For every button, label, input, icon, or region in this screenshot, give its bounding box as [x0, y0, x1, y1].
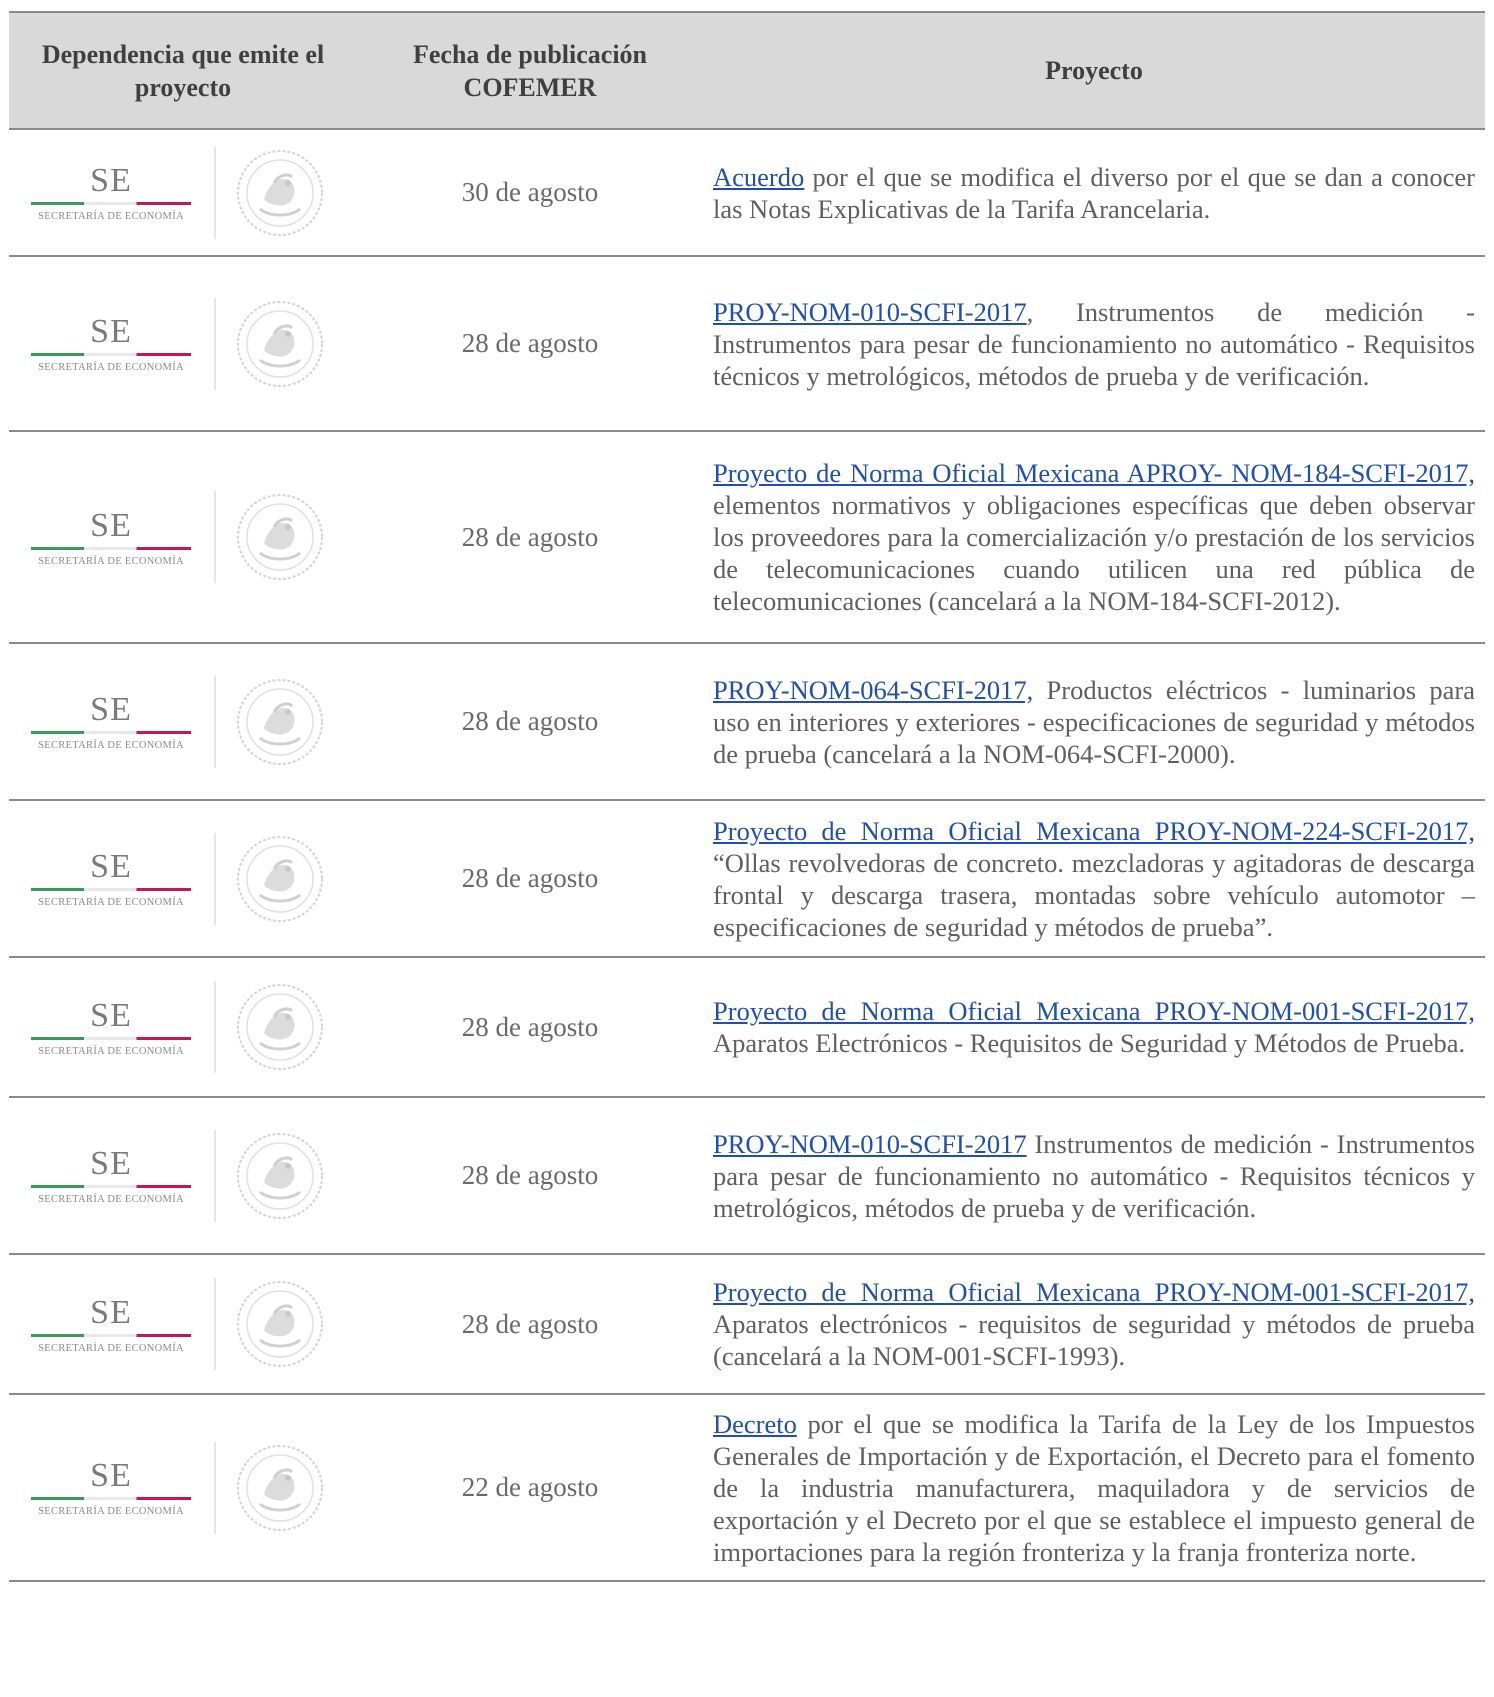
proyecto-cell	[703, 1098, 1485, 1253]
escudo-nacional-mexicano-icon	[234, 1442, 326, 1534]
fecha-cell: 30 de agosto	[461, 177, 599, 207]
header-fecha: Fecha de publicación COFEMER	[412, 39, 647, 102]
escudo-nacional-mexicano-icon	[234, 147, 326, 239]
table-header	[9, 13, 1485, 130]
proyecto-link[interactable]: PROY-NOM-064-SCFI-2017,	[713, 674, 1034, 705]
se-logo	[30, 1278, 340, 1370]
se-subtitle: SECRETARÍA DE ECONOMÍA	[38, 555, 184, 567]
proyecto-text	[713, 674, 1475, 770]
se-subtitle: SECRETARÍA DE ECONOMÍA	[38, 362, 184, 373]
logo-divider	[214, 981, 216, 1073]
flag-color-bar	[31, 888, 191, 891]
se-letters: SE	[90, 848, 132, 885]
dependencia-cell	[9, 644, 357, 799]
escudo-nacional-mexicano-icon	[234, 491, 326, 583]
proyecto-cell	[703, 1395, 1485, 1580]
flag-color-bar	[31, 202, 191, 205]
proyecto-link[interactable]: Proyecto de Norma Oficial Mexicana APROY- NOM-184-SCFI-2017,	[713, 458, 1475, 488]
logo-divider	[214, 298, 216, 390]
se-letters: SE	[90, 996, 132, 1034]
escudo-nacional-mexicano-icon	[234, 676, 326, 768]
logo-divider	[214, 833, 216, 925]
dependencia-cell	[9, 257, 357, 430]
se-wordmark	[30, 998, 192, 1057]
table-row	[9, 257, 1485, 432]
proyecto-cell	[703, 257, 1485, 430]
logo-divider	[214, 676, 216, 768]
se-letters: SE	[90, 506, 132, 544]
se-letters: SE	[90, 1145, 132, 1182]
se-logo	[30, 676, 340, 768]
fecha-cell: 28 de agosto	[461, 328, 599, 358]
escudo-nacional-mexicano-icon	[234, 1130, 326, 1222]
fecha-cell: 28 de agosto	[461, 706, 599, 736]
se-wordmark	[30, 1146, 192, 1205]
flag-color-bar	[31, 1497, 191, 1500]
se-logo	[30, 1130, 340, 1222]
se-logo	[30, 981, 340, 1073]
proyecto-description: Aparatos electrónicos - requisitos de seguridad y métodos de prueba (cancelará a la NOM-001-SCFI-1993).	[713, 1309, 1475, 1371]
se-logo	[30, 1442, 340, 1534]
proyecto-text	[713, 1128, 1475, 1224]
flag-color-bar	[31, 547, 191, 550]
dependencia-cell	[9, 130, 357, 255]
se-subtitle: SECRETARÍA DE ECONOMÍA	[38, 1506, 184, 1517]
table-row	[9, 801, 1485, 958]
se-logo	[30, 491, 340, 583]
se-subtitle: SECRETARÍA DE ECONOMÍA	[38, 1194, 184, 1205]
proyecto-text	[713, 1276, 1475, 1372]
se-wordmark	[30, 314, 192, 373]
logo-divider	[214, 147, 216, 239]
se-subtitle: SECRETARÍA DE ECONOMÍA	[38, 211, 184, 222]
escudo-nacional-mexicano-icon	[234, 833, 326, 925]
table-row	[9, 644, 1485, 801]
flag-color-bar	[31, 1334, 191, 1337]
table-row	[9, 432, 1485, 644]
fecha-cell: 28 de agosto	[461, 863, 599, 893]
se-wordmark	[30, 508, 192, 567]
proyecto-description: Productos eléctricos - luminarios para uso en interiores y exteriores - especificaciones de seguridad y métodos de prueba (cancelará a la NOM-064-SCFI-2000).	[713, 674, 1475, 769]
proyecto-cell	[703, 1255, 1485, 1393]
proyecto-text	[713, 995, 1475, 1059]
proyecto-description: , Instrumentos de medición - Instrumentos para pesar de funcionamiento no automático - Requisitos técnicos y metrológicos, métodos de prueba y de verificación.	[713, 296, 1475, 391]
se-logo	[30, 147, 340, 239]
dependencia-cell	[9, 801, 357, 956]
se-wordmark	[30, 692, 192, 751]
proyecto-description: por el que se modifica la Tarifa de la Ley de los Impuestos Generales de Importación y de Exportación, el Decreto para el fomento de la industria manufacturera, maquiladora y de servicios de exportación y el Decreto por el que se establece el impuesto general de importaciones para la región fronteriza y la franja fronteriza norte.	[713, 1408, 1475, 1567]
publications-table	[9, 11, 1485, 1582]
se-wordmark	[30, 1295, 192, 1354]
se-wordmark	[30, 849, 192, 908]
escudo-nacional-mexicano-icon	[234, 1278, 326, 1370]
escudo-nacional-mexicano-icon	[234, 981, 326, 1073]
table-row	[9, 130, 1485, 257]
proyecto-description: por el que se modifica el diverso por el que se dan a conocer las Notas Explicativas de la Tarifa Arancelaria.	[713, 161, 1475, 224]
flag-color-bar	[31, 353, 191, 356]
fecha-cell: 28 de agosto	[461, 1160, 599, 1190]
se-letters: SE	[90, 313, 132, 350]
dependencia-cell	[9, 1395, 357, 1580]
header-proyecto: Proyecto	[1045, 56, 1143, 85]
fecha-cell: 28 de agosto	[461, 521, 599, 552]
proyecto-text	[713, 1408, 1475, 1568]
proyecto-link[interactable]: Proyecto de Norma Oficial Mexicana PROY-NOM-001-SCFI-2017,	[713, 996, 1475, 1026]
se-letters: SE	[90, 1457, 132, 1494]
proyecto-link[interactable]: Decreto	[713, 1408, 797, 1439]
proyecto-link[interactable]: PROY-NOM-010-SCFI-2017	[713, 296, 1027, 327]
proyecto-cell	[703, 801, 1485, 956]
fecha-cell: 28 de agosto	[461, 1308, 599, 1339]
dependencia-cell	[9, 1255, 357, 1393]
table-row	[9, 1395, 1485, 1582]
proyecto-cell	[703, 130, 1485, 255]
table-row	[9, 1255, 1485, 1395]
proyecto-link[interactable]: Proyecto de Norma Oficial Mexicana PROY-NOM-001-SCFI-2017,	[713, 1277, 1475, 1307]
dependencia-cell	[9, 1098, 357, 1253]
proyecto-description: “Ollas revolvedoras de concreto. mezcladoras y agitadoras de descarga frontal y descarga trasera, montadas sobre vehículo automotor – especificaciones de seguridad y métodos de prueba”.	[713, 847, 1475, 942]
dependencia-cell	[9, 432, 357, 642]
flag-color-bar	[31, 1037, 191, 1040]
se-subtitle: SECRETARÍA DE ECONOMÍA	[38, 1342, 184, 1354]
se-letters: SE	[90, 691, 132, 728]
flag-color-bar	[31, 731, 191, 734]
proyecto-link[interactable]: Proyecto de Norma Oficial Mexicana PROY-NOM-224-SCFI-2017,	[713, 815, 1475, 846]
proyecto-cell	[703, 432, 1485, 642]
proyecto-description: Instrumentos de medición - Instrumentos para pesar de funcionamiento no automático - Requisitos técnicos y metrológicos, métodos de prueba y de verificación.	[713, 1128, 1475, 1223]
proyecto-text	[713, 161, 1475, 225]
proyecto-text	[713, 457, 1475, 617]
proyecto-cell	[703, 958, 1485, 1096]
logo-divider	[214, 491, 216, 583]
se-wordmark	[30, 163, 192, 222]
header-dependencia: Dependencia que emite el proyecto	[41, 39, 325, 102]
logo-divider	[214, 1278, 216, 1370]
proyecto-link[interactable]: Acuerdo	[713, 161, 805, 192]
escudo-nacional-mexicano-icon	[234, 298, 326, 390]
proyecto-text	[713, 296, 1475, 392]
proyecto-text	[713, 815, 1475, 943]
se-subtitle: SECRETARÍA DE ECONOMÍA	[38, 740, 184, 751]
se-letters: SE	[90, 162, 132, 199]
se-letters: SE	[90, 1293, 132, 1331]
table-body	[9, 130, 1485, 1582]
proyecto-description: Aparatos Electrónicos - Requisitos de Seguridad y Métodos de Prueba.	[713, 1028, 1466, 1058]
proyecto-description: elementos normativos y obligaciones específicas que deben observar los proveedores para la comercialización y/o prestación de los servicios de telecomunicaciones cuando utilicen una red pública de telecomunicaciones (cancelará a la NOM-184-SCFI-2012).	[713, 490, 1475, 616]
proyecto-link[interactable]: PROY-NOM-010-SCFI-2017	[713, 1128, 1027, 1159]
dependencia-cell	[9, 958, 357, 1096]
table-row	[9, 1098, 1485, 1255]
se-logo	[30, 298, 340, 390]
fecha-cell: 28 de agosto	[461, 1011, 599, 1042]
logo-divider	[214, 1442, 216, 1534]
se-wordmark	[30, 1458, 192, 1517]
table-row	[9, 958, 1485, 1098]
proyecto-cell	[703, 644, 1485, 799]
logo-divider	[214, 1130, 216, 1222]
se-subtitle: SECRETARÍA DE ECONOMÍA	[38, 897, 184, 908]
se-subtitle: SECRETARÍA DE ECONOMÍA	[38, 1045, 184, 1057]
fecha-cell: 22 de agosto	[461, 1472, 599, 1502]
flag-color-bar	[31, 1185, 191, 1188]
se-logo	[30, 833, 340, 925]
